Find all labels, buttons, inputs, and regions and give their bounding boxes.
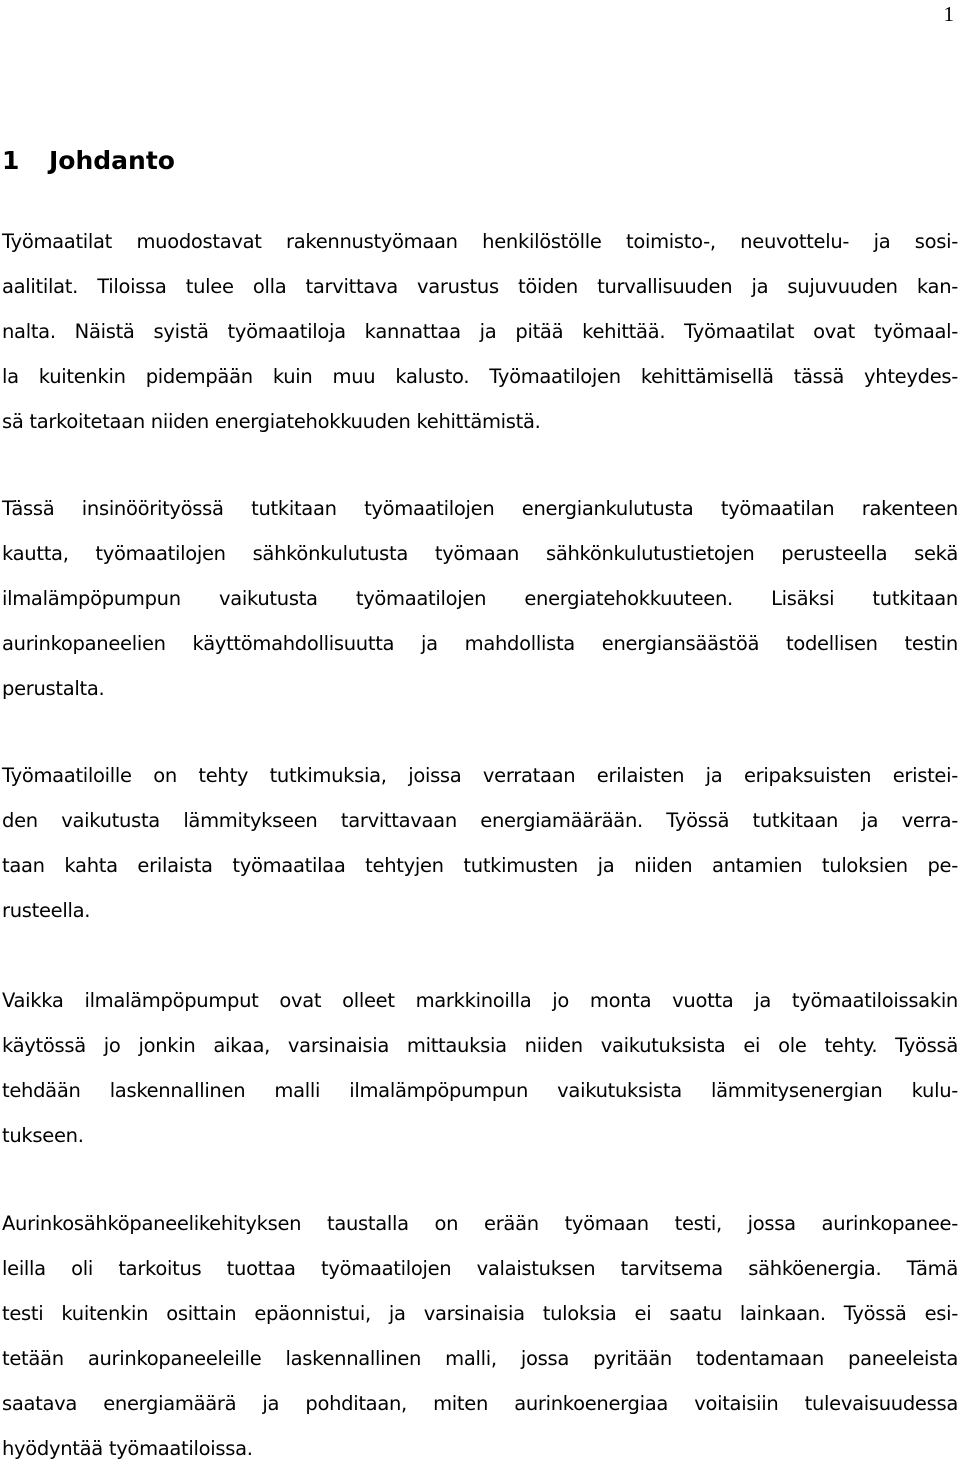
paragraph-line: nalta. Näistä syistä työmaatiloja kannattaa ja pitää kehittää. Työmaatilat ovat työmaal-	[2, 320, 958, 343]
paragraph-3	[2, 753, 958, 933]
paragraph-line: ilmalämpöpumpun vaikutusta työmaatilojen energiatehokkuuteen. Lisäksi tutkitaan	[2, 587, 958, 610]
paragraph-1	[2, 219, 958, 444]
paragraph-line: leilla oli tarkoitus tuottaa työmaatilojen valaistuksen tarvitsema sähköenergia. Tämä	[2, 1257, 958, 1280]
paragraph-line: käytössä jo jonkin aikaa, varsinaisia mittauksia niiden vaikutuksista ei ole tehty. Työssä	[2, 1034, 958, 1057]
paragraph-line: testi kuitenkin osittain epäonnistui, ja varsinaisia tuloksia ei saatu lainkaan. Työssä esi-	[2, 1302, 958, 1325]
paragraph-line: tetään aurinkopaneeleille laskennallinen malli, jossa pyritään todentamaan paneeleista	[2, 1347, 958, 1370]
paragraph-2	[2, 486, 958, 711]
paragraph-line: Vaikka ilmalämpöpumput ovat olleet markkinoilla jo monta vuotta ja työmaatiloissakin	[2, 989, 958, 1012]
paragraph-line: aurinkopaneelien käyttömahdollisuutta ja mahdollista energiansäästöä todellisen testin	[2, 632, 958, 655]
paragraph-line: la kuitenkin pidempään kuin muu kalusto. Työmaatilojen kehittämisellä tässä yhteydes-	[2, 365, 958, 388]
section-number: 1	[2, 146, 20, 175]
paragraph-5	[2, 1201, 958, 1471]
paragraph-line: tehdään laskennallinen malli ilmalämpöpumpun vaikutuksista lämmitysenergian kulu-	[2, 1079, 958, 1102]
paragraph-4	[2, 978, 958, 1158]
paragraph-line: perustalta.	[2, 677, 105, 700]
paragraph-line: Tässä insinöörityössä tutkitaan työmaatilojen energiankulutusta työmaatilan rakenteen	[2, 497, 958, 520]
paragraph-line: taan kahta erilaista työmaatilaa tehtyjen tutkimusten ja niiden antamien tuloksien pe-	[2, 854, 958, 877]
page-number: 1	[943, 2, 954, 26]
paragraph-line: hyödyntää työmaatiloissa.	[2, 1437, 253, 1460]
paragraph-line: sä tarkoitetaan niiden energiatehokkuuden kehittämistä.	[2, 410, 541, 433]
section-title: Johdanto	[49, 146, 175, 175]
paragraph-line: Työmaatilat muodostavat rakennustyömaan henkilöstölle toimisto-, neuvottelu- ja sosi-	[2, 230, 958, 253]
paragraph-line: Työmaatiloille on tehty tutkimuksia, joissa verrataan erilaisten ja eripaksuisten eristei-	[2, 764, 958, 787]
paragraph-line: Aurinkosähköpaneelikehityksen taustalla on erään työmaan testi, jossa aurinkopanee-	[2, 1212, 958, 1235]
paragraph-line: aalitilat. Tiloissa tulee olla tarvittava varustus töiden turvallisuuden ja sujuvuuden kan-	[2, 275, 958, 298]
paragraph-line: saatava energiamäärä ja pohditaan, miten aurinkoenergiaa voitaisiin tulevaisuudessa	[2, 1392, 958, 1415]
section-heading	[2, 144, 175, 178]
paragraph-line: rusteella.	[2, 899, 91, 922]
paragraph-line: kautta, työmaatilojen sähkönkulutusta työmaan sähkönkulutustietojen perusteella sekä	[2, 542, 958, 565]
paragraph-line: tukseen.	[2, 1124, 84, 1147]
paragraph-line: den vaikutusta lämmitykseen tarvittavaan energiamäärään. Työssä tutkitaan ja verra-	[2, 809, 958, 832]
